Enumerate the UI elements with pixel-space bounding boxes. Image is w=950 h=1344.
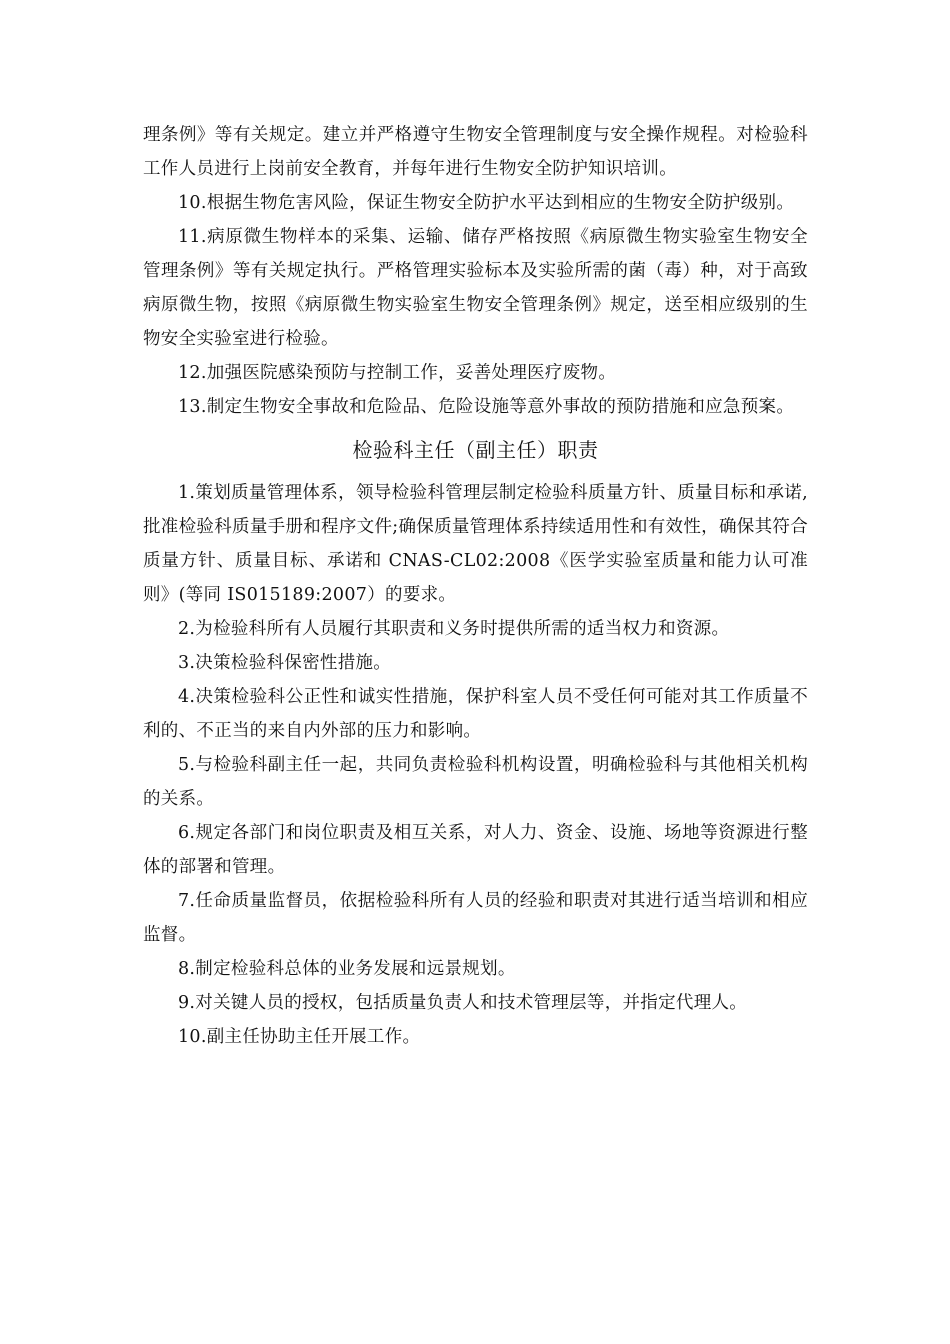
paragraph-item-13: 13.制定生物安全事故和危险品、危险设施等意外事故的预防措施和应急预案。 — [178, 397, 795, 417]
duty-item-4: 4.决策检验科公正性和诚实性措施，保护科室人员不受任何可能对其工作质量不利的、不正当的来自内外部的压力和影响。 — [143, 687, 808, 741]
duty-item-9: 9.对关键人员的授权，包括质量负责人和技术管理层等，并指定代理人。 — [178, 993, 748, 1013]
duty-item-7: 7.任命质量监督员，依据检验科所有人员的经验和职责对其进行适当培训和相应监督。 — [143, 891, 808, 945]
paragraph-item-12: 12.加强医院感染预防与控制工作，妥善处理医疗废物。 — [178, 363, 617, 383]
duty-item-3: 3.决策检验科保密性措施。 — [178, 653, 392, 673]
duty-item-1: 1.策划质量管理体系，领导检验科管理层制定检验科质量方针、质量目标和承诺,批准检验科质量手册和程序文件;确保质量管理体系持续适用性和有效性，确保其符合质量方针、质量目标、承诺和 CNAS-CL02:2008《医学实验室质量和能力认可准则》(等同 IS015189:2007）的要求。 — [143, 483, 808, 605]
section-heading: 检验科主任（副主任）职责 — [352, 438, 599, 462]
duty-item-5: 5.与检验科副主任一起，共同负责检验科机构设置，明确检验科与其他相关机构的关系。 — [143, 755, 808, 809]
duty-item-8: 8.制定检验科总体的业务发展和远景规划。 — [178, 959, 516, 979]
continued-paragraph: 理条例》等有关规定。建立并严格遵守生物安全管理制度与安全操作规程。对检验科工作人员进行上岗前安全教育，并每年进行生物安全防护知识培训。 — [143, 125, 808, 179]
paragraph-item-11: 11.病原微生物样本的采集、运输、储存严格按照《病原微生物实验室生物安全管理条例》等有关规定执行。严格管理实验标本及实验所需的菌（毒）种，对于高致病原微生物，按照《病原微生物实验室生物安全管理条例》规定，送至相应级别的生物安全实验室进行检验。 — [143, 227, 808, 349]
duty-item-10: 10.副主任协助主任开展工作。 — [178, 1027, 421, 1047]
duty-item-6: 6.规定各部门和岗位职责及相互关系，对人力、资金、设施、场地等资源进行整体的部署和管理。 — [143, 823, 808, 877]
document-body — [143, 118, 808, 1054]
duty-item-2: 2.为检验科所有人员履行其职责和义务时提供所需的适当权力和资源。 — [178, 619, 730, 639]
paragraph-item-10: 10.根据生物危害风险，保证生物安全防护水平达到相应的生物安全防护级别。 — [178, 193, 795, 213]
